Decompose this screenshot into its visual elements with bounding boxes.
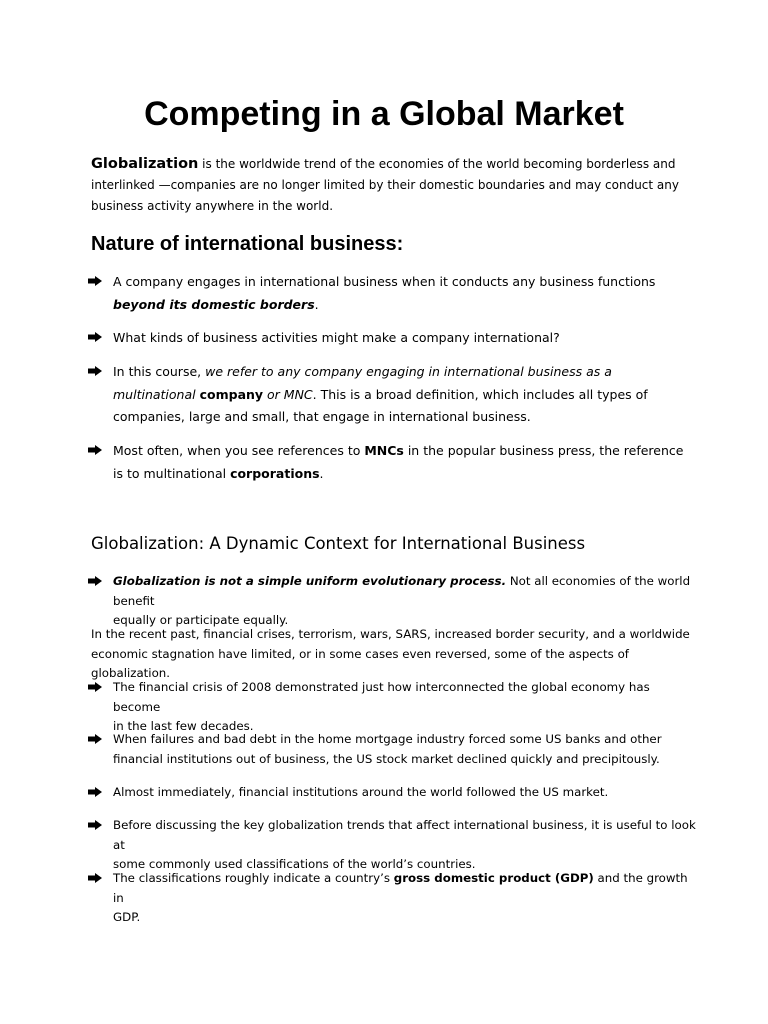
bullet-text: . This is a broad definition, which includes all types of [312,386,648,402]
bullet-text: Most often, when you see references to [113,443,365,458]
bullet-bold: company [199,386,264,402]
bullet-emphasis: multinational [113,386,200,402]
bullet-item [113,730,698,769]
bullet-item [113,816,698,875]
bullet-emphasis: beyond its domestic borders [113,296,315,312]
bullet-item [113,783,698,803]
paragraph-text: In the recent past, financial crises, terrorism, wars, SARS, increased border security, and a worldwide [91,627,690,641]
bullet-item [113,271,693,316]
bullet-text: is to multinational [113,465,231,481]
bullet-text: . [319,465,324,481]
section-heading-globalization: Globalization: A Dynamic Context for International Business [91,534,586,553]
intro-term: Globalization [91,156,199,172]
bullet-item [113,327,693,350]
right-arrow-bullet-icon [88,873,102,883]
paragraph-text: economic stagnation have limited, or in some cases even reversed, some of the aspects of globalization. [91,646,629,680]
bullet-text: financial institutions out of business, the US stock market declined quickly and precipitously. [113,751,660,766]
bullet-text: Not all economies of the world benefit [113,574,691,608]
intro-text: is the worldwide trend of the economies of the world becoming borderless and [198,157,676,171]
right-arrow-bullet-icon [88,366,102,376]
page-title: Competing in a Global Market [144,95,624,133]
bullet-text: What kinds of business activities might make a company international? [113,330,560,345]
bullet-text: equally or participate equally. [113,613,289,627]
right-arrow-bullet-icon [88,787,102,797]
bullet-bold: gross domestic product (GDP) [393,871,594,885]
bullet-bold: corporations [230,465,320,481]
body-paragraph [91,625,691,684]
right-arrow-bullet-icon [88,682,102,692]
intro-text: business activity anywhere in the world. [91,199,334,213]
intro-paragraph [91,154,681,217]
bullet-item [113,678,698,737]
bullet-text: some commonly used classifications of the world’s countries. [113,857,476,871]
bullet-text: and the growth in [113,871,688,905]
bullet-text: In this course, [113,364,206,379]
bullet-text: companies, large and small, that engage in international business. [113,409,531,424]
bullet-text: . [314,296,319,312]
bullet-text: GDP. [113,910,141,924]
bullet-item [113,361,693,429]
right-arrow-bullet-icon [88,332,102,342]
right-arrow-bullet-icon [88,820,102,830]
bullet-text: Almost immediately, financial institutions around the world followed the US market. [113,785,609,799]
bullet-text: The financial crisis of 2008 demonstrated just how interconnected the global economy has become [113,680,650,714]
section-heading-nature: Nature of international business: [91,233,404,255]
bullet-item [113,572,698,631]
bullet-text: A company engages in international business when it conducts any business functions [113,274,656,289]
bullet-text: in the popular business press, the reference [403,443,684,458]
bullet-bold: MNCs [364,443,404,458]
intro-text: interlinked —companies are no longer limited by their domestic boundaries and may conduct any [91,178,679,192]
right-arrow-bullet-icon [88,445,102,455]
right-arrow-bullet-icon [88,576,102,586]
bullet-text: When failures and bad debt in the home mortgage industry forced some US banks and other [113,732,662,746]
bullet-item [113,869,698,928]
right-arrow-bullet-icon [88,734,102,744]
bullet-text: in the last few decades. [113,719,254,733]
right-arrow-bullet-icon [88,276,102,286]
bullet-text: The classifications roughly indicate a country’s [113,871,394,885]
bullet-emphasis: we refer to any company engaging in international business as a [205,364,612,379]
bullet-item [113,440,693,485]
bullet-text: Before discussing the key globalization trends that affect international business, it is useful to look at [113,818,696,852]
bullet-emphasis: or MNC [263,386,313,402]
bullet-emphasis: Globalization is not a simple uniform evolutionary process. [113,574,507,588]
